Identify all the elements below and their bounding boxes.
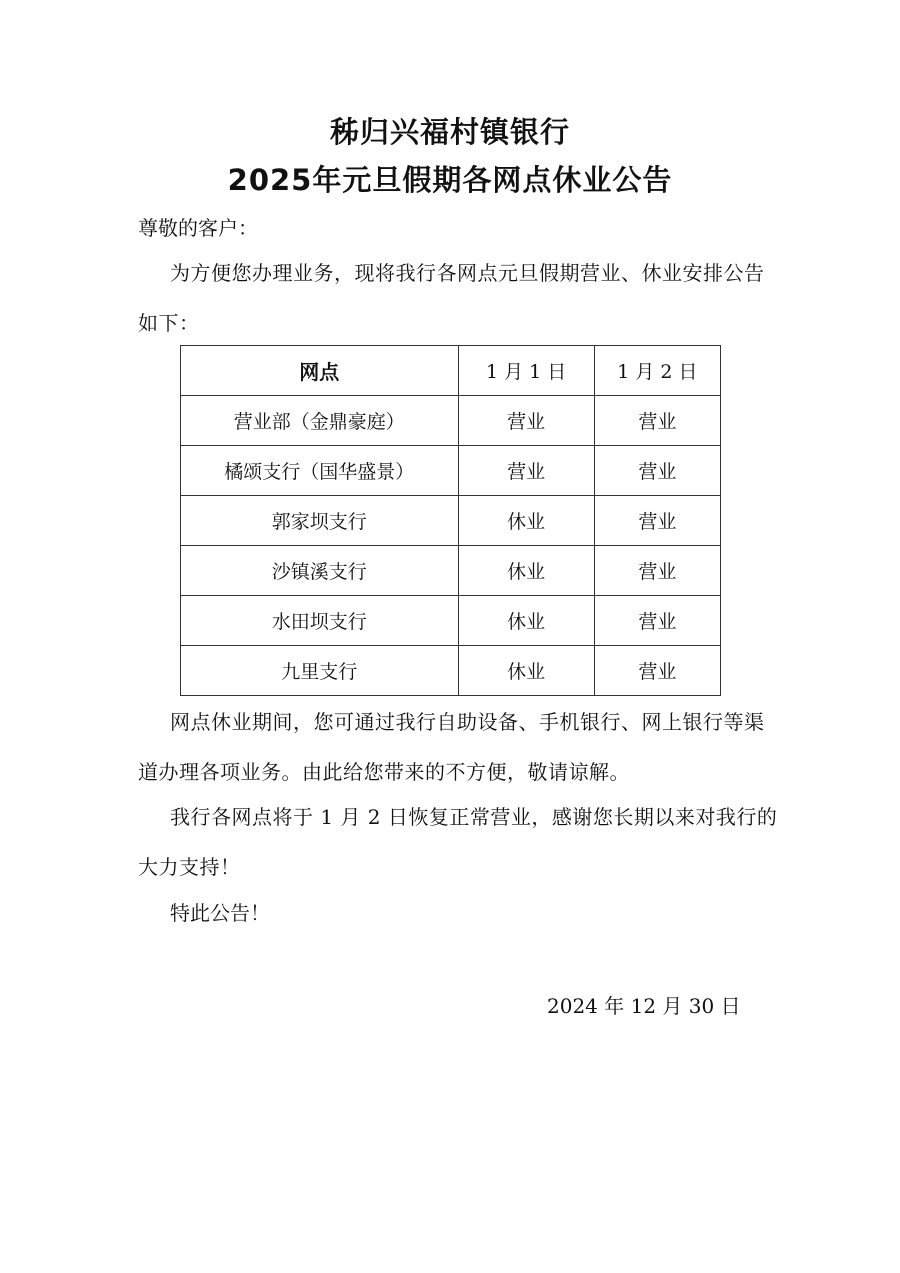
branch-name: 水田坝支行 (181, 596, 459, 646)
intro-paragraph: 为方便您办理业务，现将我行各网点元旦假期营业、休业安排公告如下： (138, 261, 765, 335)
closing-line: 特此公告！ (170, 901, 270, 925)
status-jan2: 营业 (594, 496, 720, 546)
table-header-row (181, 346, 721, 396)
notice-date: 2024 年 12 月 30 日 (547, 994, 741, 1018)
status-jan1: 休业 (458, 546, 594, 596)
table-row (181, 546, 721, 596)
status-jan2: 营业 (594, 396, 720, 446)
status-jan1: 营业 (458, 446, 594, 496)
table-row (181, 596, 721, 646)
branch-name: 九里支行 (181, 646, 459, 696)
table-row (181, 496, 721, 546)
service-paragraph: 网点休业期间，您可通过我行自助设备、手机银行、网上银行等渠道办理各项业务。由此给您带来的不方便，敬请谅解。 (138, 710, 765, 784)
status-jan2: 营业 (594, 446, 720, 496)
notice-title-bank: 秭归兴福村镇银行 (329, 115, 570, 149)
status-jan2: 营业 (594, 596, 720, 646)
header-jan2: 1 月 2 日 (594, 346, 720, 396)
header-branch: 网点 (181, 346, 459, 396)
status-jan1: 休业 (458, 496, 594, 546)
header-jan1: 1 月 1 日 (458, 346, 594, 396)
branch-name: 橘颂支行（国华盛景） (181, 446, 459, 496)
status-jan1: 休业 (458, 596, 594, 646)
resume-paragraph: 我行各网点将于 1 月 2 日恢复正常营业，感谢您长期以来对我行的大力支持！ (138, 805, 778, 879)
status-jan1: 休业 (458, 646, 594, 696)
status-jan2: 营业 (594, 546, 720, 596)
branch-name: 郭家坝支行 (181, 496, 459, 546)
branch-name: 营业部（金鼎豪庭） (181, 396, 459, 446)
notice-title-subject: 2025年元旦假期各网点休业公告 (227, 163, 673, 197)
status-jan2: 营业 (594, 646, 720, 696)
table-row (181, 646, 721, 696)
greeting: 尊敬的客户： (138, 216, 258, 240)
table-row (181, 396, 721, 446)
branch-name: 沙镇溪支行 (181, 546, 459, 596)
status-jan1: 营业 (458, 396, 594, 446)
branch-schedule-table (180, 345, 721, 696)
table-row (181, 446, 721, 496)
